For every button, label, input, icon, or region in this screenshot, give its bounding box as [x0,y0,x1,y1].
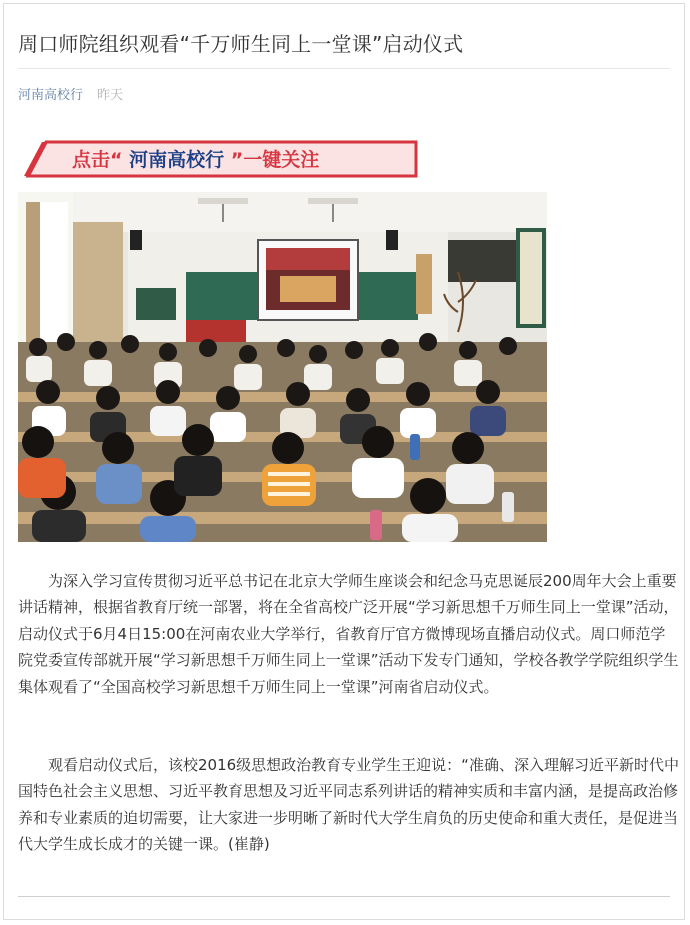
banner-suffix: ”一键关注 [224,149,320,171]
article-page [3,3,685,920]
banner-account-name: 河南高校行 [129,149,225,171]
article-end-divider [18,896,670,897]
article-paragraph-2: 观看启动仪式后，该校2016级思想政治教育专业学生王迎说：“准确、深入理解习近平新时代中国特色社会主义思想、习近平教育思想及习近平同志系列讲话的精神实质和丰富内涵，是提高政治修养和专业素质的迫切需要，让大家进一步明晰了新时代大学生肩负的历史使命和重大责任，是促进当代大学生成长成才的关键一课。(崔静) [18,756,679,854]
publish-time: 昨天 [97,88,124,103]
account-name-link[interactable]: 河南高校行 [18,88,84,103]
article-meta [18,84,123,103]
article-title: 周口师院组织观看“千万师生同上一堂课”启动仪式 [18,32,464,56]
classroom-photo [18,192,547,542]
banner-prefix: 点击“ [72,149,130,171]
follow-banner[interactable] [24,140,418,178]
banner-text [72,148,319,171]
article-paragraph-1: 为深入学习宣传贯彻习近平总书记在北京大学师生座谈会和纪念马克思诞辰200周年大会上重要讲话精神，根据省教育厅统一部署，将在全省高校广泛开展“学习新思想千万师生同上一堂课”活动，启动仪式于6月4日15:00在河南农业大学举行，省教育厅官方微博现场直播启动仪式。周口师范学院党委宣传部就开展“学习新思想千万师生同上一堂课”活动下发专门通知，学校各教学学院组织学生集体观看了“全国高校学习新思想千万师生同上一堂课”河南省启动仪式。 [18,572,679,696]
title-divider [18,68,670,69]
